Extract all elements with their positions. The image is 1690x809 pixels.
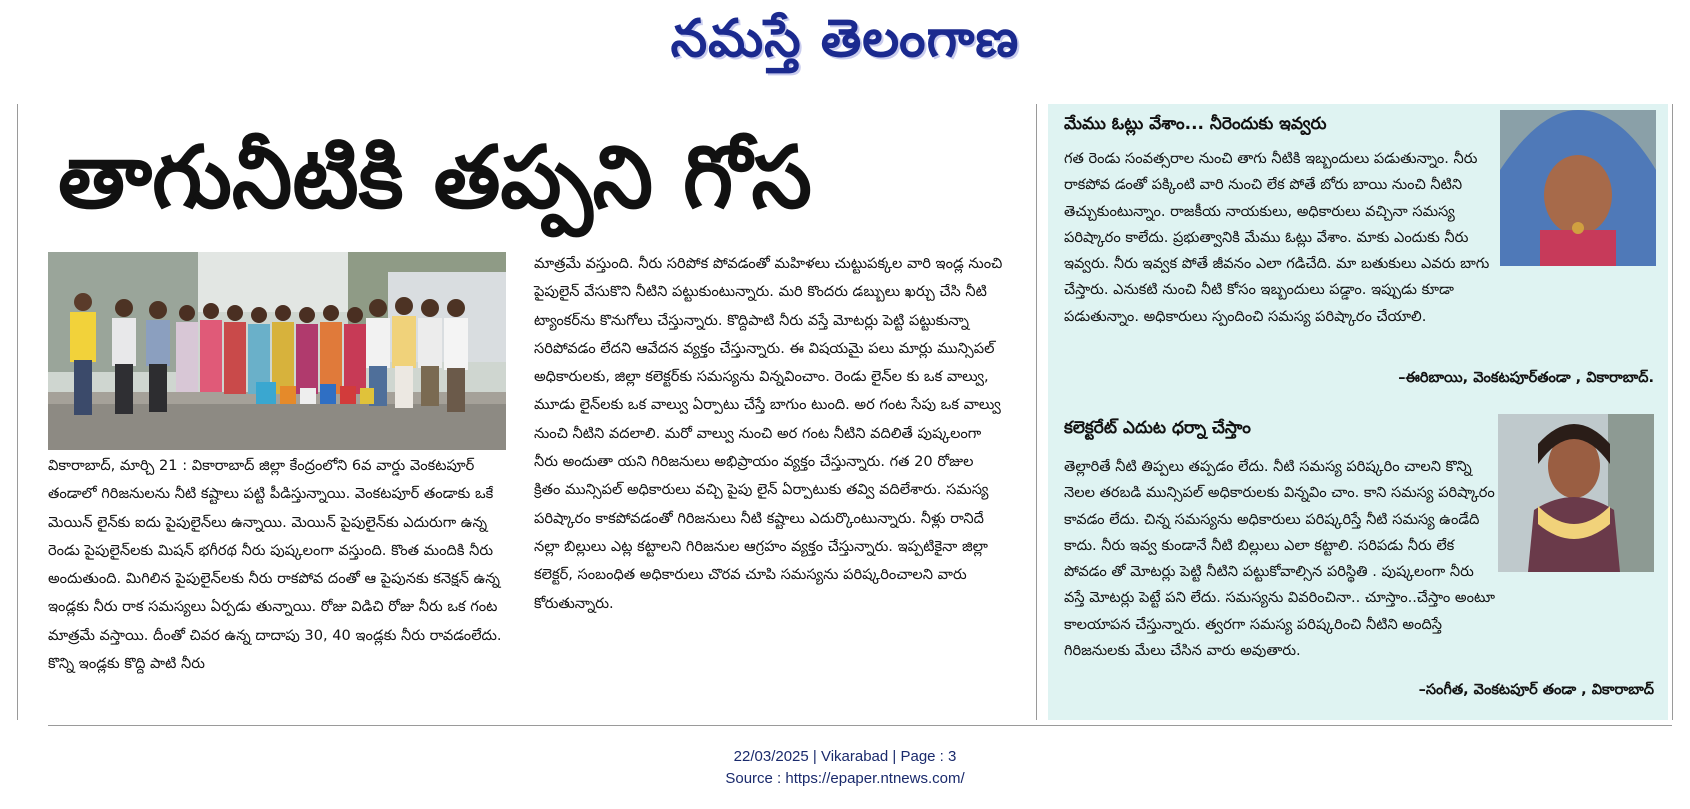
sidebar-box1-byline: –ఈరిబాయి, వెంకటపూర్‌తండా , వికారాబాద్.: [1398, 370, 1654, 386]
woman-portrait-photo: [1500, 110, 1656, 266]
article-column-1: [48, 452, 506, 712]
sidebar-box2-byline: –సంగీత, వెంకటపూర్ తండా , వికారాబాద్: [1418, 682, 1654, 698]
footer-source-line: Source : https://epaper.ntnews.com/: [725, 770, 965, 787]
bottom-rule: [48, 725, 1672, 726]
sidebar-panel: [1048, 104, 1668, 720]
sidebar-box1-body: గత రెండు సంవత్సరాల నుంచి తాగు నీటికి ఇబ్బందులు పడుతున్నాం. నీరు రాకపోవ డంతో పక్కింటి వారి నుంచి లేక పోతే బోరు బాయి నుంచి నీటిని తెచ్చుకుంటున్నాం. రాజకీయ నాయకులు, అధికారులు వచ్చినా సమస్య పరిష్కారం కాలేదు. ప్రభుత్వానికి మేము ఓట్లు వేశాం. మాకు ఎందుకు నీరు ఇవ్వరు. నీరు ఇవ్వక పోతే జీవనం ఎలా గడిచేది. మా బతుకులు ఎవరు బాగు చేస్తారు. ఎనుకటి నుంచి నీటి కోసం ఇబ్బందులు పడ్డాం. ఇప్పుడు కూడా పడుతున్నాం. అధికారులు స్పందించి సమస్య పరిష్కారం చేయాలి.: [1064, 150, 1490, 325]
masthead-logo: నమస్తే తెలంగాణ: [670, 8, 1020, 69]
news-photo: [48, 252, 506, 450]
left-border-rule: [17, 104, 18, 720]
sidebar-box1-heading: మేము ఓట్లు వేశాం... నీరెందుకు ఇవ్వరు: [1064, 114, 1327, 134]
article-body-column-2: మాత్రమే వస్తుంది. నీరు సరిపోక పోవడంతో మహిళలు చుట్టుపక్కల వారి ఇండ్ల నుంచి పైపులైన్ వేసుకొని నీటిని పట్టుకుంటున్నారు. మరి కొందరు డబ్బులు ఖర్చు చేసి నీటి ట్యాంకర్‌ను కొనుగోలు చేస్తున్నారు. కొద్దిపాటి నీరు వస్తే మోటర్లు పెట్టి పట్టుకున్నా సరిపోవడం లేదని ఆవేదన వ్యక్తం చేస్తున్నారు. ఈ విషయమై పలు మార్లు మున్సిపల్ అధికారులకు, జిల్లా కలెక్టర్‌కు సమస్యను విన్నవించాం. రెండు లైన్‌ల కు ఒక వాల్వు, మూడు లైన్‌లకు ఒక వాల్వు ఏర్పాటు చేస్తే బాగుం టుంది. అర గంట సేపు ఒక వాల్వు నుంచి నీటిని వదలాలి. మరో వాల్వు నుంచి అర గంట నీటిని వదిలితే పుష్కలంగా నీరు అందుతా యని గిరిజనులు అభిప్రాయం వ్యక్తం చేస్తున్నారు. గత 20 రోజుల క్రితం మున్సిపల్ అధికారులు వచ్చి పైపు లైన్ ఏర్పాటుకు తవ్వి వదిలేశారు. సమస్య పరిష్కారం కాకపోవడంతో గిరిజనులు నీటి కష్టాలు ఎదుర్కొంటున్నారు. నీళ్లు రానిదే నల్లా బిల్లులు ఎట్ల కట్టాలని గిరిజనుల ఆగ్రహం వ్యక్తం చేస్తున్నారు. ఇప్పటికైనా జిల్లా కలెక్టర్, సంబంధిత అధికారులు చొరవ చూపి సమస్యను పరిష్కరించాలని వారు కోరుతున్నారు.: [534, 255, 1003, 612]
sidebar-box2-heading: కలెక్టరేట్ ఎదుట ధర్నా చేస్తాం: [1064, 418, 1251, 438]
sidebar-box2-body: తెల్లారితే నీటి తిప్పలు తప్పడం లేదు. నీటి సమస్య పరిష్కరిం చాలని కొన్ని నెలల తరబడి మున్సిపల్ అధికారులకు విన్నవిం చాం. కాని సమస్య పరిష్కారం కావడం లేదు. చిన్న సమస్యను అధికారులు పరిష్కరిస్తే నీటి సమస్య ఉండేది కాదు. నీరు ఇవ్వ కుండానే నీటి బిల్లులు ఎలా కట్టాలి. సరిపడు నీరు లేక పోవడం తో మోటర్లు పెట్టి నీటిని పట్టుకోవాల్సిన పరిస్థితి . పుష్కలంగా నీరు వస్తే మోటర్లు పెట్టే పని లేదు. సమస్యను వివరించినా.. చూస్తాం..చేస్తాం అంటూ కాలయాపన చేస్తున్నారు. త్వరగా సమస్య పరిష్కరించి నీటిని అందిస్తే గిరిజనులకు మేలు చేసిన వారు అవుతారు.: [1064, 458, 1496, 660]
footer-date-line: 22/03/2025 | Vikarabad | Page : 3: [733, 748, 957, 765]
right-border-rule: [1672, 104, 1673, 720]
article-headline: తాగునీటికి తప్పని గోస: [58, 128, 812, 228]
article-body-column-1: వికారాబాద్, మార్చి 21 : వికారాబాద్ జిల్లా కేంద్రంలోని 6వ వార్డు వెంకటపూర్ తండాలో గిరిజనులను నీటి కష్టాలు పట్టి పీడిస్తున్నాయి. వెంకటపూర్ తండాకు ఒకే మెయిన్ లైన్‌కు ఐదు పైపులైన్‌లు ఉన్నాయి. మెయిన్ పైపులైన్‌కు ఎదురుగా ఉన్న రెండు పైపులైన్‌లకు మిషన్ భగీరథ నీరు పుష్కలంగా వస్తుంది. కొంత మందికి నీరు అందుతుంది. మిగిలిన పైపులైన్‌లకు నీరు రాకపోవ దంతో ఆ పైపునకు కనెక్షన్ ఉన్న ఇండ్లకు నీరు రాక సమస్యలు ఏర్పడు తున్నాయి. రోజు విడిచి రోజు నీరు ఒక గంట మాత్రమే వస్తాయి. దీంతో చివర ఉన్న దాదాపు 30, 40 ఇండ్లకు నీరు రావడంలేదు. కొన్ని ఇండ్లకు కొద్ది పాటి నీరు: [48, 457, 502, 673]
article-column-2: [534, 250, 1004, 700]
column-divider-rule: [1036, 104, 1037, 720]
woman-portrait-photo-2: [1498, 414, 1654, 572]
